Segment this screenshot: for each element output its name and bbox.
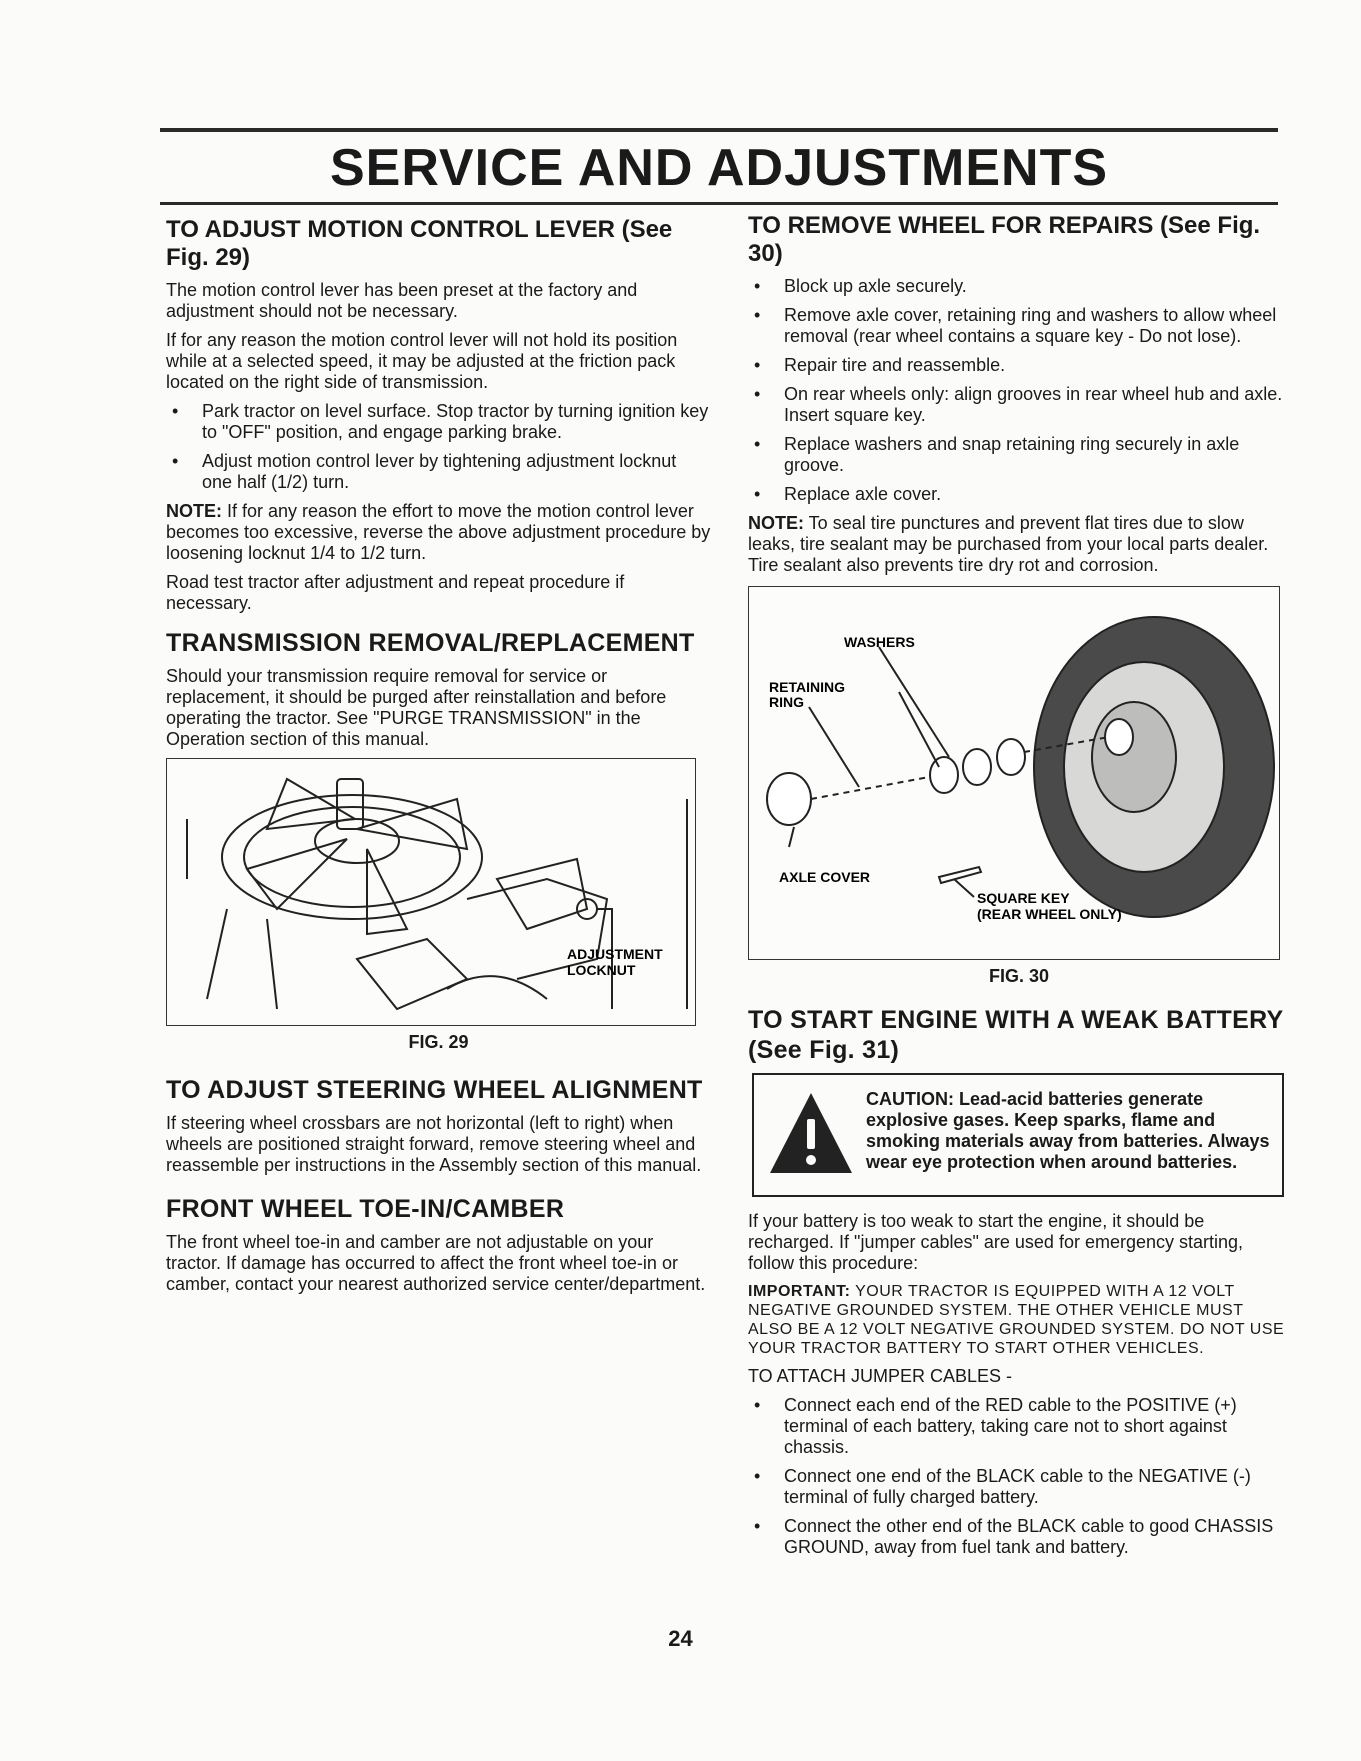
section-heading: TO ADJUST STEERING WHEEL ALIGNMENT [166,1076,703,1104]
note-label: NOTE: [166,501,222,521]
retaining-ring-label-line2: RING [769,694,804,710]
bullet-list [166,401,711,493]
note [166,501,711,564]
square-key-label-line1: SQUARE KEY [977,890,1070,906]
left-column [166,216,711,1303]
section-heading: TO ADJUST MOTION CONTROL LEVER (See Fig. 29) [166,216,673,271]
important-note [748,1282,1290,1358]
title-rule [160,202,1278,205]
note-text: To seal tire punctures and prevent flat tires due to slow leaks, tire sealant may be purchased from your local parts dealer. Tire sealant also prevents tire dry rot and corrosion. [748,513,1269,575]
paragraph: The front wheel toe-in and camber are not adjustable on your tractor. If damage has occurred to affect the front wheel toe-in or camber, contact your nearest authorized service center/department. [166,1232,706,1294]
adjustment-locknut-label-line1: ADJUSTMENT [567,946,663,962]
washers-label: WASHERS [844,634,915,650]
important-label: IMPORTANT: [748,1283,851,1300]
page-title: SERVICE AND ADJUSTMENTS [329,139,1109,197]
paragraph: If your battery is too weak to start the engine, it should be recharged. If "jumper cables" are used for emergency starting, follow this procedure: [748,1211,1244,1273]
paragraph: If steering wheel crossbars are not horizontal (left to right) when wheels are positioned straight forward, remove steering wheel and reassemble per instructions in the Assembly section of this manual. [166,1113,702,1175]
transmission-illustration [167,759,695,1025]
subheading: TO ATTACH JUMPER CABLES - [748,1366,1013,1386]
paragraph: Should your transmission require removal for service or replacement, it should be purged after reinstallation and before operating the tractor. See "PURGE TRANSMISSION" in the Operation section of this manual. [166,666,667,749]
right-column [748,212,1290,1566]
figure-caption: FIG. 29 [408,1032,469,1052]
paragraph: If for any reason the motion control lever will not hold its position while at a selected speed, it may be adjusted at the friction pack located on the right side of transmission. [166,330,678,392]
figure-caption: FIG. 30 [988,966,1050,986]
list-item: • Connect the other end of the BLACK cable to good CHASSIS GROUND, away from fuel tank and battery. [748,1516,1290,1558]
figure-30 [748,586,1280,960]
adjustment-locknut-label-line2: LOCKNUT [567,962,636,978]
section-remove-wheel [748,212,1290,576]
section-steering-alignment [166,1075,711,1176]
paragraph: Road test tractor after adjustment and repeat procedure if necessary. [166,572,625,613]
note-text: If for any reason the effort to move the motion control lever becomes too excessive, reverse the above adjustment procedure by loosening locknut 1/4 to 1/2 turn. [166,501,711,563]
axle-cover-label: AXLE COVER [779,869,871,885]
list-item: • On rear wheels only: align grooves in rear wheel hub and axle. Insert square key. [748,384,1290,426]
list-item: • Replace axle cover. [748,484,1290,505]
top-rule [160,128,1278,132]
paragraph: The motion control lever has been preset at the factory and adjustment should not be necessary. [166,280,638,321]
list-item: • Repair tire and reassemble. [748,355,1290,376]
list-item: • Remove axle cover, retaining ring and washers to allow wheel removal (rear wheel contains a square key - Do not lose). [748,305,1290,347]
list-item: • Block up axle securely. [748,276,1290,297]
square-key-label-line2: (REAR WHEEL ONLY) [977,906,1122,922]
list-item: • Park tractor on level surface. Stop tractor by turning ignition key to "OFF" position, and engage parking brake. [166,401,711,443]
list-item: • Connect one end of the BLACK cable to the NEGATIVE (-) terminal of fully charged battery. [748,1466,1290,1508]
section-toe-in-camber [166,1194,711,1295]
note-label: NOTE: [748,513,804,533]
section-heading: TO START ENGINE WITH A WEAK BATTERY (See Fig. 31) [748,1006,1284,1064]
section-motion-control [166,216,711,614]
section-heading: FRONT WHEEL TOE-IN/CAMBER [166,1195,565,1223]
section-weak-battery [748,1005,1290,1558]
page-number: 24 [668,1626,693,1651]
bullet-list [748,1395,1290,1558]
caution-text: CAUTION: Lead-acid batteries generate explosive gases. Keep sparks, flame and smoking materials away from batteries. Always wear eye protection when around batteries. [866,1089,1270,1172]
important-text: YOUR TRACTOR IS EQUIPPED WITH A 12 VOLT NEGATIVE GROUNDED SYSTEM. THE OTHER VEHICLE MUST ALSO BE A 12 VOLT NEGATIVE GROUNDED SYSTEM. DO NOT USE YOUR TRACTOR BATTERY TO START OTHER VEHICLES. [748,1283,1285,1357]
list-item: • Replace washers and snap retaining ring securely in axle groove. [748,434,1290,476]
figure-29 [166,758,696,1026]
retaining-ring-label-line1: RETAINING [769,679,845,695]
section-heading: TRANSMISSION REMOVAL/REPLACEMENT [166,629,695,657]
bullet-list [748,276,1290,505]
caution-box [752,1073,1284,1197]
wheel-removal-illustration [749,587,1279,959]
list-item: • Connect each end of the RED cable to the POSITIVE (+) terminal of each battery, taking care not to short against chassis. [748,1395,1290,1458]
note [748,513,1290,576]
section-heading: TO REMOVE WHEEL FOR REPAIRS (See Fig. 30) [748,212,1261,267]
section-transmission [166,628,711,750]
list-item: • Adjust motion control lever by tightening adjustment locknut one half (1/2) turn. [166,451,711,493]
warning-icon [766,1089,856,1179]
